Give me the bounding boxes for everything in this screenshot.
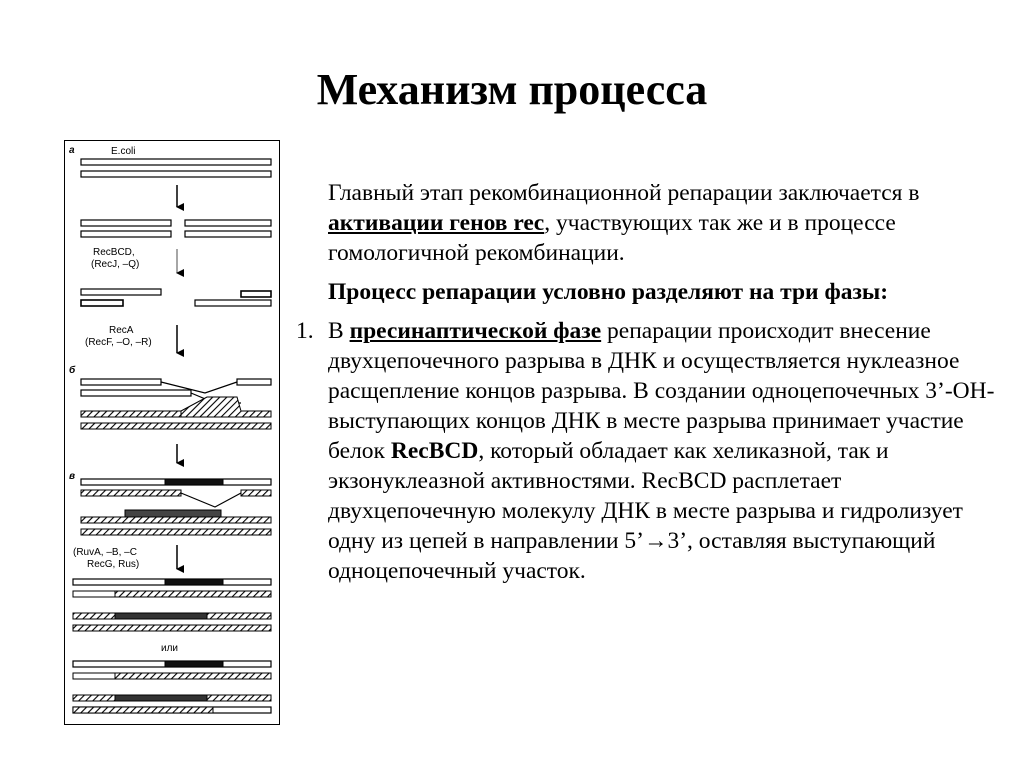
dna-strand — [73, 591, 115, 597]
dna-strand — [81, 220, 171, 226]
dna-strand — [185, 231, 271, 237]
dna-strand — [181, 493, 241, 507]
or-label: или — [161, 643, 179, 654]
reca-label: RecA — [109, 325, 134, 336]
highlight-rec-genes: активации генов rec — [328, 210, 545, 236]
ruva-label: (RuvA, –B, –C — [73, 547, 137, 558]
slide-title: Механизм процесса — [316, 65, 708, 114]
dna-strand-hatched — [81, 411, 181, 417]
dna-strand-hatched — [81, 517, 271, 523]
dna-strand — [73, 673, 115, 679]
dna-strand — [81, 390, 191, 396]
dna-strand — [81, 231, 171, 237]
ecoli-label: E.coli — [111, 146, 136, 157]
paragraph-main-stage: Главный этап рекомбинационной репарации заключается в активации генов rec, участвующих так же и в процессе гомологичной рекомбинации. — [328, 180, 920, 266]
dna-strand-hatched — [73, 625, 271, 631]
highlight-presynaptic: пресинаптической фазе — [349, 318, 602, 344]
panel-b-label: б — [69, 365, 76, 376]
dna-strand-hatched — [81, 490, 181, 496]
slide-body-text — [288, 178, 1008, 586]
list-number: 1. — [296, 318, 314, 344]
dna-strand — [185, 220, 271, 226]
dna-strand — [195, 300, 271, 306]
panel-a-label: а — [69, 145, 75, 156]
dna-strand — [237, 379, 271, 385]
new-dna-segment — [115, 695, 207, 701]
dna-strand — [81, 300, 123, 306]
dna-strand-hatched — [81, 529, 271, 535]
dna-strand-hatched — [81, 423, 271, 429]
recj-label: (RecJ, –Q) — [91, 259, 140, 270]
dna-strand — [81, 159, 271, 165]
new-dna-segment — [125, 510, 221, 517]
dna-strand — [241, 291, 271, 297]
new-dna-segment — [165, 479, 223, 485]
dna-strand — [81, 171, 271, 177]
paragraph-three-phases: Процесс репарации условно разделяют на три фазы: — [328, 279, 889, 305]
highlight-recbcd: RecBCD — [390, 438, 479, 464]
dna-strand — [81, 289, 161, 295]
new-dna-segment — [115, 613, 207, 619]
recbcd-label: RecBCD, — [93, 247, 135, 258]
dna-strand — [81, 379, 161, 385]
dna-strand-hatched — [241, 490, 271, 496]
dna-strand-hatched — [73, 707, 213, 713]
new-dna-segment — [165, 661, 223, 667]
recg-label: RecG, Rus) — [87, 559, 140, 570]
recombination-repair-diagram — [64, 140, 280, 725]
list-item-presynaptic: 1. В пресинаптической фазе репарации происходит внесение двухцепочечного разрыва в ДНК и осуществляется нуклеазное расщепление концов разрыва. В создании одноцепочечных 3’-ОН-выступающих концов ДНК в месте разрыва принимает участие белок RecBCD, который обладает как хеликазной, так и экзонуклеазной активностями. RecBCD расплетает двухцепочечную молекулу ДНК в месте разрыва и гидролизует одну из цепей в направлении 5’→3’, оставляя выступающий одноцепочечный участок. — [296, 318, 995, 584]
panel-c-label: в — [69, 471, 76, 482]
dna-strand-hatched — [181, 397, 271, 417]
recf-label: (RecF, –O, –R) — [85, 337, 152, 348]
new-dna-segment — [165, 579, 223, 585]
